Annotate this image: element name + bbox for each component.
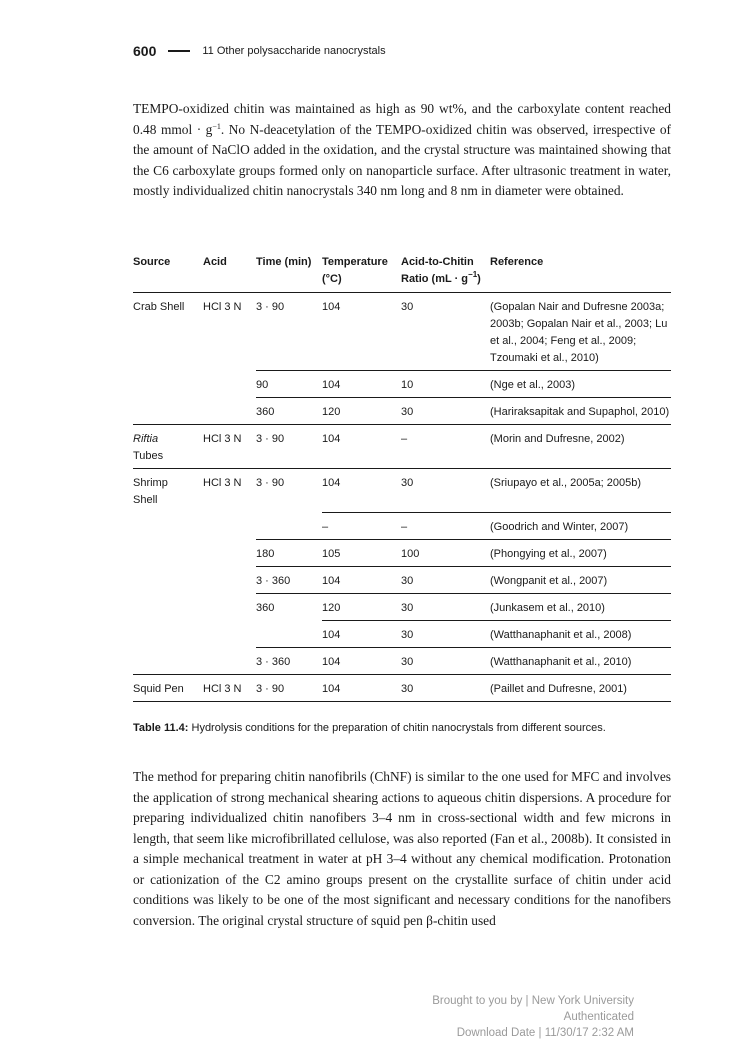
table-row — [133, 398, 671, 425]
cell-reference: (Junkasem et al., 2010) — [490, 593, 671, 620]
cell-temperature: 104 — [322, 674, 401, 701]
header-reference: Reference — [490, 256, 544, 268]
cell-source — [133, 566, 203, 593]
cell-time: 3 · 90 — [256, 674, 322, 701]
cell-reference: (Morin and Dufresne, 2002) — [490, 425, 671, 469]
cell-temperature: 120 — [322, 593, 401, 620]
table-row — [133, 469, 671, 513]
cell-source — [133, 371, 203, 398]
table-row — [133, 566, 671, 593]
table-row — [133, 674, 671, 701]
page-number: 600 — [133, 43, 157, 59]
cell-source — [133, 593, 203, 620]
cell-temperature: 120 — [322, 398, 401, 425]
table-row — [133, 512, 671, 539]
cell-time: 180 — [256, 539, 322, 566]
cell-acid — [203, 512, 256, 539]
cell-ratio: 30 — [401, 566, 490, 593]
cell-ratio: 30 — [401, 647, 490, 674]
cell-time: 3 · 90 — [256, 469, 322, 513]
caption-text: Hydrolysis conditions for the preparation of chitin nanocrystals from different sources. — [188, 722, 606, 734]
cell-ratio: 30 — [401, 593, 490, 620]
paragraph-chnf: The method for preparing chitin nanofibrils (ChNF) is similar to the one used for MFC and involves the application of strong mechanical shearing actions to aqueous chitin dispersions. A procedure for preparing individualized chitin nanofibers 3–4 nm in cross-sectional width and few microns in length, that seem like microfibrillated cellulose, was also reported (Fan et al., 2008b). It consisted in a simple mechanical treatment in water at pH 3–4 without any chemical modification. Protonation or cationization of the C2 amino groups present on the crystallite surface of chitin under acid conditions was likely to be one of the most significant and necessary conditions for the nanofibers conversion. The original crystal structure of squid pen β-chitin used — [133, 769, 671, 928]
footer-line-1: Brought to you by | New York University — [432, 995, 634, 1007]
cell-source — [133, 398, 203, 425]
table-caption — [133, 722, 606, 734]
cell-source — [133, 293, 203, 371]
cell-ratio: 30 — [401, 398, 490, 425]
cell-time: 3 · 360 — [256, 566, 322, 593]
cell-source-italic: Riftia — [133, 433, 159, 445]
header-ratio-close: ) — [477, 273, 481, 285]
paragraph-intro-sup: −1 — [212, 121, 221, 131]
cell-time: 90 — [256, 371, 322, 398]
paragraph-intro-text-a: TEMPO-oxidized chitin was maintained as high as 90 wt%, and the carboxylate content reached 0.48 mmol · g — [133, 101, 671, 137]
cell-reference: (Watthanaphanit et al., 2008) — [490, 620, 671, 647]
chapter-title: 11 Other polysaccharide nanocrystals — [202, 45, 386, 57]
cell-ratio: 30 — [401, 620, 490, 647]
header-temperature-line1: Temperature — [322, 256, 388, 268]
cell-time: 360 — [256, 398, 322, 425]
cell-source — [133, 469, 203, 513]
cell-time — [256, 620, 322, 647]
cell-temperature: 104 — [322, 566, 401, 593]
cell-ratio: – — [401, 425, 490, 469]
cell-source-text: Shrimp Shell — [133, 477, 168, 506]
cell-temperature: – — [322, 512, 401, 539]
cell-source — [133, 620, 203, 647]
cell-ratio: 100 — [401, 539, 490, 566]
table-row — [133, 371, 671, 398]
header-acid: Acid — [203, 256, 227, 268]
cell-ratio: 10 — [401, 371, 490, 398]
cell-reference: (Sriupayo et al., 2005a; 2005b) — [490, 469, 671, 513]
header-ratio — [401, 254, 490, 293]
cell-time: 3 · 90 — [256, 301, 285, 313]
cell-reference: (Hariraksapitak and Supaphol, 2010) — [490, 398, 671, 425]
cell-reference: (Phongying et al., 2007) — [490, 539, 671, 566]
cell-temperature: 105 — [322, 539, 401, 566]
cell-time — [256, 512, 322, 539]
cell-source — [133, 425, 203, 469]
download-footer — [432, 993, 634, 1041]
header-ratio-line1: Acid-to-Chitin — [401, 256, 474, 268]
cell-source-line2: Tubes — [133, 450, 164, 462]
footer-line-3: Download Date | 11/30/17 2:32 AM — [456, 1027, 634, 1039]
cell-acid — [203, 593, 256, 620]
cell-reference: (Gopalan Nair and Dufresne 2003a; 2003b; Gopalan Nair et al., 2003; Lu et al., 2004; Feng et al., 2009; Tzoumaki et al., 2010) — [490, 301, 668, 364]
cell-acid: HCl 3 N — [203, 674, 256, 701]
table-row — [133, 593, 671, 620]
cell-reference: (Watthanaphanit et al., 2010) — [490, 647, 671, 674]
footer-line-2: Authenticated — [563, 1011, 634, 1023]
table-row — [133, 620, 671, 647]
cell-reference: (Wongpanit et al., 2007) — [490, 566, 671, 593]
cell-temperature: 104 — [322, 647, 401, 674]
cell-ratio: 30 — [401, 674, 490, 701]
cell-source-text: Crab Shell — [133, 301, 185, 313]
cell-reference: (Paillet and Dufresne, 2001) — [490, 674, 671, 701]
cell-temperature: 104 — [322, 371, 401, 398]
cell-acid — [203, 371, 256, 398]
cell-ratio: 30 — [401, 469, 490, 513]
header-temperature-line2: (°C) — [322, 273, 342, 285]
header-ratio-line2: Ratio (mL · g — [401, 273, 469, 285]
cell-reference: (Goodrich and Winter, 2007) — [490, 512, 671, 539]
cell-temperature: 104 — [322, 301, 341, 313]
cell-source — [133, 647, 203, 674]
header-time: Time (min) — [256, 256, 312, 268]
cell-acid — [203, 566, 256, 593]
table-row — [133, 425, 671, 469]
header-temperature — [322, 254, 401, 293]
cell-temperature: 104 — [322, 425, 401, 469]
cell-source — [133, 539, 203, 566]
cell-time: 3 · 90 — [256, 425, 322, 469]
cell-time: 3 · 360 — [256, 647, 322, 674]
table-header-row — [133, 254, 671, 293]
cell-reference: (Nge et al., 2003) — [490, 371, 671, 398]
cell-source: Squid Pen — [133, 674, 203, 701]
table-row — [133, 647, 671, 674]
cell-temperature: 104 — [322, 620, 401, 647]
paragraph-intro-text-b: . No N-deacetylation of the TEMPO-oxidized chitin was observed, irrespective of the amount of NaClO added in the oxidation, and the crystal structure was maintained showing that the C6 carboxylate groups formed only on nanoparticle surface. After ultrasonic treatment in water, mostly individualized chitin nanocrystals 340 nm long and 8 nm in diameter were obtained. — [133, 121, 671, 198]
cell-acid — [203, 647, 256, 674]
cell-acid: HCl 3 N — [203, 301, 242, 313]
header-ratio-sup: −1 — [468, 270, 478, 279]
cell-ratio: – — [401, 512, 490, 539]
cell-acid — [203, 398, 256, 425]
cell-time: 360 — [256, 593, 322, 620]
running-header — [133, 42, 386, 60]
cell-acid — [203, 620, 256, 647]
header-rule — [168, 50, 190, 52]
header-source: Source — [133, 256, 171, 268]
cell-temperature: 104 — [322, 469, 401, 513]
paragraph-intro — [133, 99, 671, 202]
caption-label: Table 11.4: — [133, 722, 189, 734]
table-row — [133, 539, 671, 566]
cell-source — [133, 512, 203, 539]
hydrolysis-table — [133, 254, 671, 702]
table-row — [133, 293, 671, 371]
cell-ratio: 30 — [401, 301, 414, 313]
cell-acid — [203, 539, 256, 566]
cell-acid: HCl 3 N — [203, 469, 256, 513]
cell-acid: HCl 3 N — [203, 425, 256, 469]
